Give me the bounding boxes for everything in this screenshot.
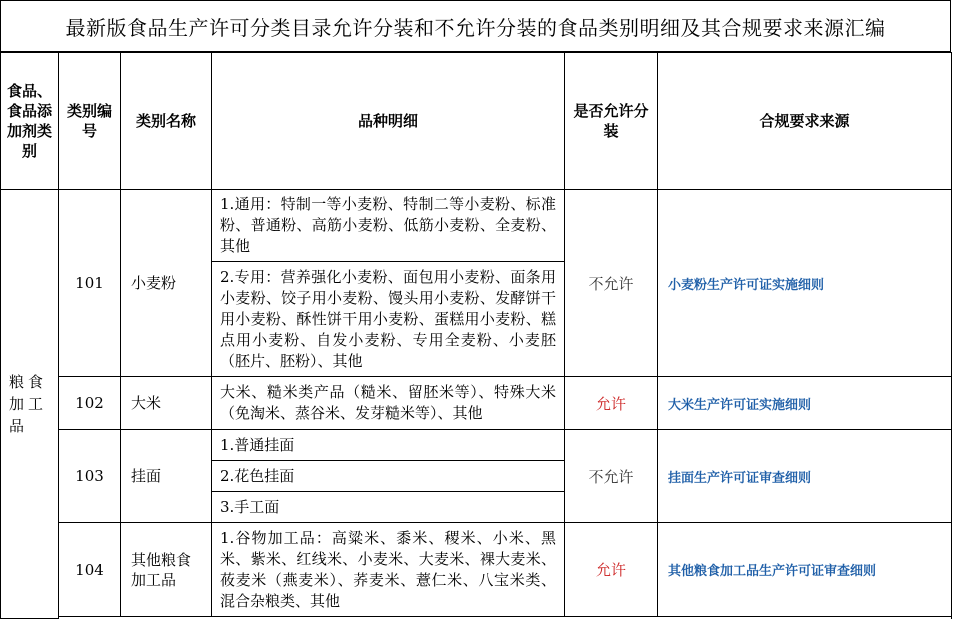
compliance-source: 挂面生产许可证审查细则	[658, 430, 952, 523]
group-cell: 粮食加工品	[1, 190, 59, 619]
category-code: 103	[59, 430, 121, 523]
table-row	[1, 430, 952, 461]
table-row	[1, 377, 952, 430]
category-code: 104	[59, 523, 121, 617]
compliance-source: 小麦粉生产许可证实施细则	[658, 190, 952, 377]
document-title: 最新版食品生产许可分类目录允许分装和不允许分装的食品类别明细及其合规要求来源汇编	[0, 0, 951, 52]
food-category-table	[0, 52, 952, 619]
compliance-source: 大米生产许可证实施细则	[658, 377, 952, 430]
repack-status: 不允许	[565, 190, 658, 377]
compliance-source: 其他粮食加工品生产许可证审查细则	[658, 523, 952, 617]
detail-cell: 大米、糙米类产品（糙米、留胚米等）、特殊大米（免淘米、蒸谷米、发芽糙米等）、其他	[212, 377, 565, 430]
category-code: 101	[59, 190, 121, 377]
header-food-type: 食品、食品添加剂类别	[1, 53, 59, 190]
header-detail: 品种明细	[212, 53, 565, 190]
repack-status: 不允许	[565, 430, 658, 523]
header-repack: 是否允许分装	[565, 53, 658, 190]
header-name: 类别名称	[121, 53, 212, 190]
category-name: 大米	[121, 377, 212, 430]
header-row	[1, 53, 952, 190]
detail-cell: 1.通用：特制一等小麦粉、特制二等小麦粉、标准粉、普通粉、高筋小麦粉、低筋小麦粉、全麦粉、其他	[212, 190, 565, 262]
detail-cell: 2.专用：营养强化小麦粉、面包用小麦粉、面条用小麦粉、饺子用小麦粉、馒头用小麦粉、发酵饼干用小麦粉、酥性饼干用小麦粉、蛋糕用小麦粉、糕点用小麦粉、自发小麦粉、专用全麦粉、小麦胚（胚片、胚粉）、其他	[212, 262, 565, 377]
category-name: 小麦粉	[121, 190, 212, 377]
category-code: 102	[59, 377, 121, 430]
repack-status: 允许	[565, 377, 658, 430]
category-name: 挂面	[121, 430, 212, 523]
detail-cell: 1.普通挂面	[212, 430, 565, 461]
repack-status: 允许	[565, 523, 658, 617]
detail-cell: 3.手工面	[212, 492, 565, 523]
detail-cell: 1.谷物加工品：高粱米、黍米、稷米、小米、黑米、紫米、红线米、小麦米、大麦米、裸大麦米、莜麦米（燕麦米）、荞麦米、薏仁米、八宝米类、混合杂粮类、其他	[212, 523, 565, 617]
category-name: 其他粮食加工品	[121, 523, 212, 617]
header-source: 合规要求来源	[658, 53, 952, 190]
table-row	[1, 190, 952, 262]
header-code: 类别编号	[59, 53, 121, 190]
detail-cell: 2.花色挂面	[212, 461, 565, 492]
table-row	[1, 523, 952, 617]
